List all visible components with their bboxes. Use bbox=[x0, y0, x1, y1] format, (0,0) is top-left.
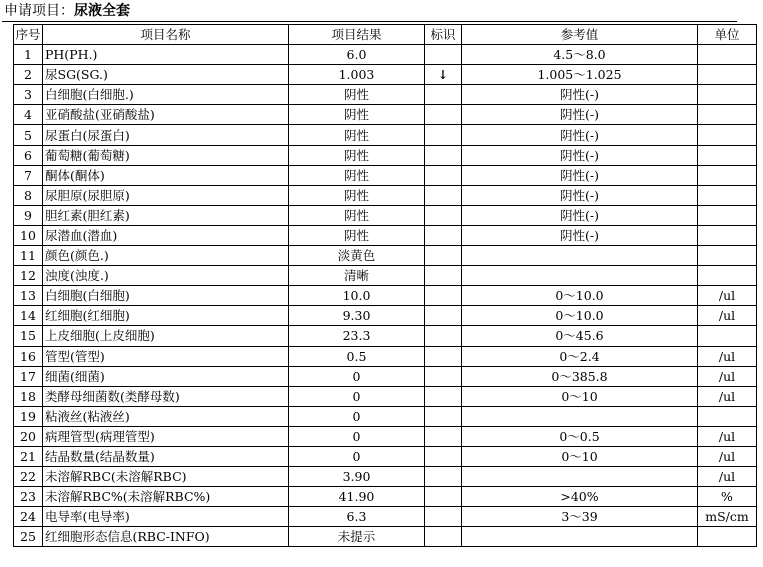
reference-range: 0～10.0 bbox=[462, 306, 698, 326]
row-index: 10 bbox=[14, 225, 43, 245]
col-header-reference: 参考值 bbox=[462, 25, 698, 45]
unit: /ul bbox=[698, 426, 757, 446]
reference-range: 阴性(-) bbox=[462, 205, 698, 225]
abnormal-flag bbox=[425, 165, 462, 185]
item-result: 阴性 bbox=[289, 85, 425, 105]
item-name: 尿潜血(潜血) bbox=[43, 225, 289, 245]
table-row bbox=[14, 467, 757, 487]
item-name: 类酵母细菌数(类酵母数) bbox=[43, 386, 289, 406]
abnormal-flag bbox=[425, 346, 462, 366]
header-row bbox=[14, 25, 757, 45]
abnormal-flag bbox=[425, 426, 462, 446]
abnormal-flag bbox=[425, 386, 462, 406]
reference-range: 0～2.4 bbox=[462, 346, 698, 366]
reference-range: 阴性(-) bbox=[462, 125, 698, 145]
row-index: 15 bbox=[14, 326, 43, 346]
unit bbox=[698, 205, 757, 225]
item-result: 3.90 bbox=[289, 467, 425, 487]
row-index: 22 bbox=[14, 467, 43, 487]
row-index: 3 bbox=[14, 85, 43, 105]
reference-range bbox=[462, 467, 698, 487]
item-result: 0 bbox=[289, 406, 425, 426]
reference-range: 阴性(-) bbox=[462, 85, 698, 105]
item-name: 粘液丝(粘液丝) bbox=[43, 406, 289, 426]
row-index: 8 bbox=[14, 185, 43, 205]
item-name: 白细胞(白细胞.) bbox=[43, 85, 289, 105]
item-result: 0 bbox=[289, 366, 425, 386]
unit bbox=[698, 105, 757, 125]
item-result: 清晰 bbox=[289, 266, 425, 286]
table-row bbox=[14, 266, 757, 286]
item-name: 未溶解RBC%(未溶解RBC%) bbox=[43, 487, 289, 507]
item-name: 白细胞(白细胞) bbox=[43, 286, 289, 306]
unit bbox=[698, 225, 757, 245]
row-index: 17 bbox=[14, 366, 43, 386]
table-row bbox=[14, 45, 757, 65]
unit bbox=[698, 85, 757, 105]
abnormal-flag bbox=[425, 85, 462, 105]
abnormal-flag bbox=[425, 487, 462, 507]
item-result: 阴性 bbox=[289, 185, 425, 205]
abnormal-flag bbox=[425, 366, 462, 386]
col-header-flag: 标识 bbox=[425, 25, 462, 45]
reference-range: 阴性(-) bbox=[462, 145, 698, 165]
abnormal-flag bbox=[425, 125, 462, 145]
unit: /ul bbox=[698, 286, 757, 306]
abnormal-flag bbox=[425, 185, 462, 205]
item-result: 阴性 bbox=[289, 225, 425, 245]
abnormal-flag bbox=[425, 225, 462, 245]
item-result: 6.0 bbox=[289, 45, 425, 65]
item-name: 结晶数量(结晶数量) bbox=[43, 446, 289, 466]
request-label: 申请项目： bbox=[4, 3, 74, 19]
abnormal-flag bbox=[425, 205, 462, 225]
reference-range bbox=[462, 527, 698, 547]
item-result: 0 bbox=[289, 426, 425, 446]
row-index: 18 bbox=[14, 386, 43, 406]
reference-range: 0～45.6 bbox=[462, 326, 698, 346]
item-result: 10.0 bbox=[289, 286, 425, 306]
table-row bbox=[14, 145, 757, 165]
abnormal-flag bbox=[425, 45, 462, 65]
row-index: 6 bbox=[14, 145, 43, 165]
unit: % bbox=[698, 487, 757, 507]
row-index: 1 bbox=[14, 45, 43, 65]
col-header-result: 项目结果 bbox=[289, 25, 425, 45]
unit bbox=[698, 326, 757, 346]
row-index: 20 bbox=[14, 426, 43, 446]
item-result: 0.5 bbox=[289, 346, 425, 366]
table-row bbox=[14, 105, 757, 125]
reference-range: 阴性(-) bbox=[462, 225, 698, 245]
item-name: 红细胞形态信息(RBC-INFO) bbox=[43, 527, 289, 547]
row-index: 19 bbox=[14, 406, 43, 426]
unit: /ul bbox=[698, 346, 757, 366]
item-result: 6.3 bbox=[289, 507, 425, 527]
request-value: 尿液全套 bbox=[74, 3, 130, 19]
row-index: 13 bbox=[14, 286, 43, 306]
abnormal-flag bbox=[425, 406, 462, 426]
item-name: 亚硝酸盐(亚硝酸盐) bbox=[43, 105, 289, 125]
unit bbox=[698, 65, 757, 85]
table-row bbox=[14, 125, 757, 145]
item-result: 0 bbox=[289, 446, 425, 466]
item-result: 阴性 bbox=[289, 145, 425, 165]
col-header-unit: 单位 bbox=[698, 25, 757, 45]
item-result: 0 bbox=[289, 386, 425, 406]
reference-range: 0～0.5 bbox=[462, 426, 698, 446]
row-index: 4 bbox=[14, 105, 43, 125]
item-result: 阴性 bbox=[289, 105, 425, 125]
unit bbox=[698, 185, 757, 205]
table-row bbox=[14, 386, 757, 406]
table-row bbox=[14, 85, 757, 105]
abnormal-flag bbox=[425, 306, 462, 326]
row-index: 9 bbox=[14, 205, 43, 225]
item-name: 电导率(电导率) bbox=[43, 507, 289, 527]
row-index: 14 bbox=[14, 306, 43, 326]
abnormal-flag: ↓ bbox=[425, 65, 462, 85]
table-row bbox=[14, 246, 757, 266]
unit bbox=[698, 165, 757, 185]
item-result: 1.003 bbox=[289, 65, 425, 85]
reference-range: 0～10.0 bbox=[462, 286, 698, 306]
item-name: 上皮细胞(上皮细胞) bbox=[43, 326, 289, 346]
table-row bbox=[14, 225, 757, 245]
col-header-name: 项目名称 bbox=[43, 25, 289, 45]
table-row bbox=[14, 286, 757, 306]
unit: /ul bbox=[698, 366, 757, 386]
table-row bbox=[14, 507, 757, 527]
table-row bbox=[14, 165, 757, 185]
item-name: 胆红素(胆红素) bbox=[43, 205, 289, 225]
table-row bbox=[14, 426, 757, 446]
unit: /ul bbox=[698, 446, 757, 466]
table-row bbox=[14, 306, 757, 326]
request-header bbox=[4, 1, 130, 21]
row-index: 24 bbox=[14, 507, 43, 527]
item-name: 浊度(浊度.) bbox=[43, 266, 289, 286]
item-name: 红细胞(红细胞) bbox=[43, 306, 289, 326]
table-row bbox=[14, 406, 757, 426]
item-name: 未溶解RBC(未溶解RBC) bbox=[43, 467, 289, 487]
reference-range: >40% bbox=[462, 487, 698, 507]
table-row bbox=[14, 487, 757, 507]
table-row bbox=[14, 205, 757, 225]
item-result: 阴性 bbox=[289, 165, 425, 185]
abnormal-flag bbox=[425, 326, 462, 346]
table-row bbox=[14, 527, 757, 547]
unit: /ul bbox=[698, 467, 757, 487]
unit bbox=[698, 406, 757, 426]
col-header-index: 序号 bbox=[14, 25, 43, 45]
unit: /ul bbox=[698, 306, 757, 326]
reference-range: 0～10 bbox=[462, 386, 698, 406]
unit bbox=[698, 527, 757, 547]
row-index: 21 bbox=[14, 446, 43, 466]
item-result: 阴性 bbox=[289, 125, 425, 145]
item-name: 尿胆原(尿胆原) bbox=[43, 185, 289, 205]
item-result: 未提示 bbox=[289, 527, 425, 547]
reference-range: 0～385.8 bbox=[462, 366, 698, 386]
unit bbox=[698, 125, 757, 145]
reference-range: 1.005～1.025 bbox=[462, 65, 698, 85]
item-result: 41.90 bbox=[289, 487, 425, 507]
row-index: 5 bbox=[14, 125, 43, 145]
abnormal-flag bbox=[425, 145, 462, 165]
abnormal-flag bbox=[425, 266, 462, 286]
unit bbox=[698, 45, 757, 65]
table-row bbox=[14, 446, 757, 466]
row-index: 25 bbox=[14, 527, 43, 547]
unit: mS/cm bbox=[698, 507, 757, 527]
table-row bbox=[14, 346, 757, 366]
item-result: 阴性 bbox=[289, 205, 425, 225]
abnormal-flag bbox=[425, 286, 462, 306]
item-result: 9.30 bbox=[289, 306, 425, 326]
item-name: 颜色(颜色.) bbox=[43, 246, 289, 266]
reference-range: 3～39 bbox=[462, 507, 698, 527]
unit: /ul bbox=[698, 386, 757, 406]
unit bbox=[698, 266, 757, 286]
abnormal-flag bbox=[425, 246, 462, 266]
item-name: 细菌(细菌) bbox=[43, 366, 289, 386]
unit bbox=[698, 145, 757, 165]
reference-range: 4.5～8.0 bbox=[462, 45, 698, 65]
item-result: 23.3 bbox=[289, 326, 425, 346]
item-name: 尿蛋白(尿蛋白) bbox=[43, 125, 289, 145]
row-index: 11 bbox=[14, 246, 43, 266]
reference-range: 阴性(-) bbox=[462, 165, 698, 185]
table-row bbox=[14, 185, 757, 205]
row-index: 12 bbox=[14, 266, 43, 286]
item-name: 管型(管型) bbox=[43, 346, 289, 366]
reference-range bbox=[462, 246, 698, 266]
item-result: 淡黄色 bbox=[289, 246, 425, 266]
reference-range: 0～10 bbox=[462, 446, 698, 466]
abnormal-flag bbox=[425, 527, 462, 547]
reference-range: 阴性(-) bbox=[462, 105, 698, 125]
row-index: 16 bbox=[14, 346, 43, 366]
reference-range: 阴性(-) bbox=[462, 185, 698, 205]
row-index: 2 bbox=[14, 65, 43, 85]
reference-range bbox=[462, 406, 698, 426]
reference-range bbox=[462, 266, 698, 286]
table-row bbox=[14, 65, 757, 85]
unit bbox=[698, 246, 757, 266]
abnormal-flag bbox=[425, 105, 462, 125]
abnormal-flag bbox=[425, 507, 462, 527]
abnormal-flag bbox=[425, 467, 462, 487]
item-name: 尿SG(SG.) bbox=[43, 65, 289, 85]
item-name: 病理管型(病理管型) bbox=[43, 426, 289, 446]
row-index: 7 bbox=[14, 165, 43, 185]
table-row bbox=[14, 326, 757, 346]
item-name: PH(PH.) bbox=[43, 45, 289, 65]
header-divider bbox=[2, 21, 737, 22]
row-index: 23 bbox=[14, 487, 43, 507]
table-row bbox=[14, 366, 757, 386]
abnormal-flag bbox=[425, 446, 462, 466]
results-table bbox=[13, 24, 757, 547]
item-name: 葡萄糖(葡萄糖) bbox=[43, 145, 289, 165]
item-name: 酮体(酮体) bbox=[43, 165, 289, 185]
